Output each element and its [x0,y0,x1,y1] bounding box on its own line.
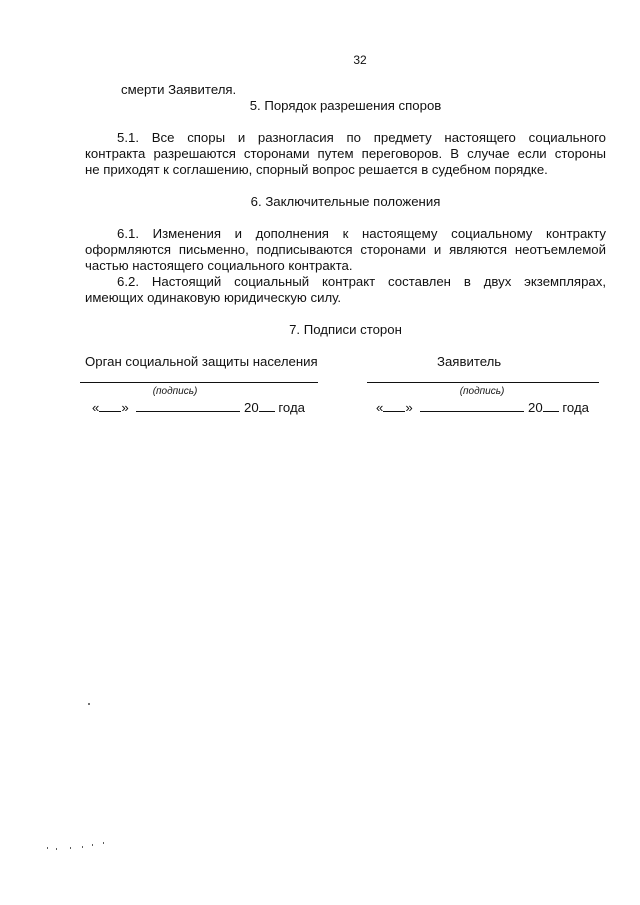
section-7-heading: 7. Подписи сторон [289,322,402,337]
quote-open: « [92,400,100,415]
paragraph-line: 5.1. Все споры и разногласия по предмету настоящего социального [117,130,606,145]
scan-speck [56,848,57,850]
paragraph-line: 6.2. Настоящий социальный контракт составлен в двух экземплярах, [117,274,606,289]
section-6-body [85,226,606,306]
scan-speck [88,703,90,705]
right-signature-caption: (подпись) [459,386,505,397]
paragraph-line: частью настоящего социального контракта. [85,258,353,273]
paragraph-line: имеющих одинаковую юридическую силу. [85,290,342,305]
quote-open: « [376,400,384,415]
right-signature-line[interactable] [367,382,599,383]
paragraph-line: не приходят к соглашению, спорный вопрос решается в судебном порядке. [85,162,548,177]
section-5-heading: 5. Порядок разрешения споров [249,98,442,113]
year-suffix: года [278,400,305,415]
continuation-line: смерти Заявителя. [121,82,237,97]
left-signature-caption: (подпись) [152,386,198,397]
scan-speck [103,842,104,844]
scan-speck [82,846,83,848]
left-signature-line[interactable] [80,382,318,383]
section-6-heading: 6. Заключительные положения [250,194,441,209]
right-signatory-title: Заявитель [437,354,502,369]
year-blank[interactable] [543,400,559,412]
year-prefix: 20 [244,400,259,415]
quote-close: » [405,400,413,415]
left-signatory-title: Орган социальной защиты населения [85,354,318,369]
continuation-text [85,82,606,98]
scan-speck [70,847,71,849]
quote-close: » [121,400,129,415]
page-number: 32 [353,53,367,67]
year-suffix: года [562,400,589,415]
section-5-body [85,130,606,178]
paragraph-line: контракта разрешаются сторонами путем переговоров. В случае если стороны [85,146,606,161]
month-blank[interactable] [136,400,240,412]
year-prefix: 20 [528,400,543,415]
right-date-line [376,400,589,415]
paragraph-line: оформляются письменно, подписываются сторонами и являются неотъемлемой [85,242,606,257]
scan-speck [92,844,93,846]
paragraph-line: 6.1. Изменения и дополнения к настоящему социальному контракту [117,226,606,241]
year-blank[interactable] [259,400,275,412]
month-blank[interactable] [420,400,524,412]
left-date-line [92,400,305,415]
scan-speck [47,847,48,849]
day-blank[interactable] [99,400,121,412]
day-blank[interactable] [383,400,405,412]
